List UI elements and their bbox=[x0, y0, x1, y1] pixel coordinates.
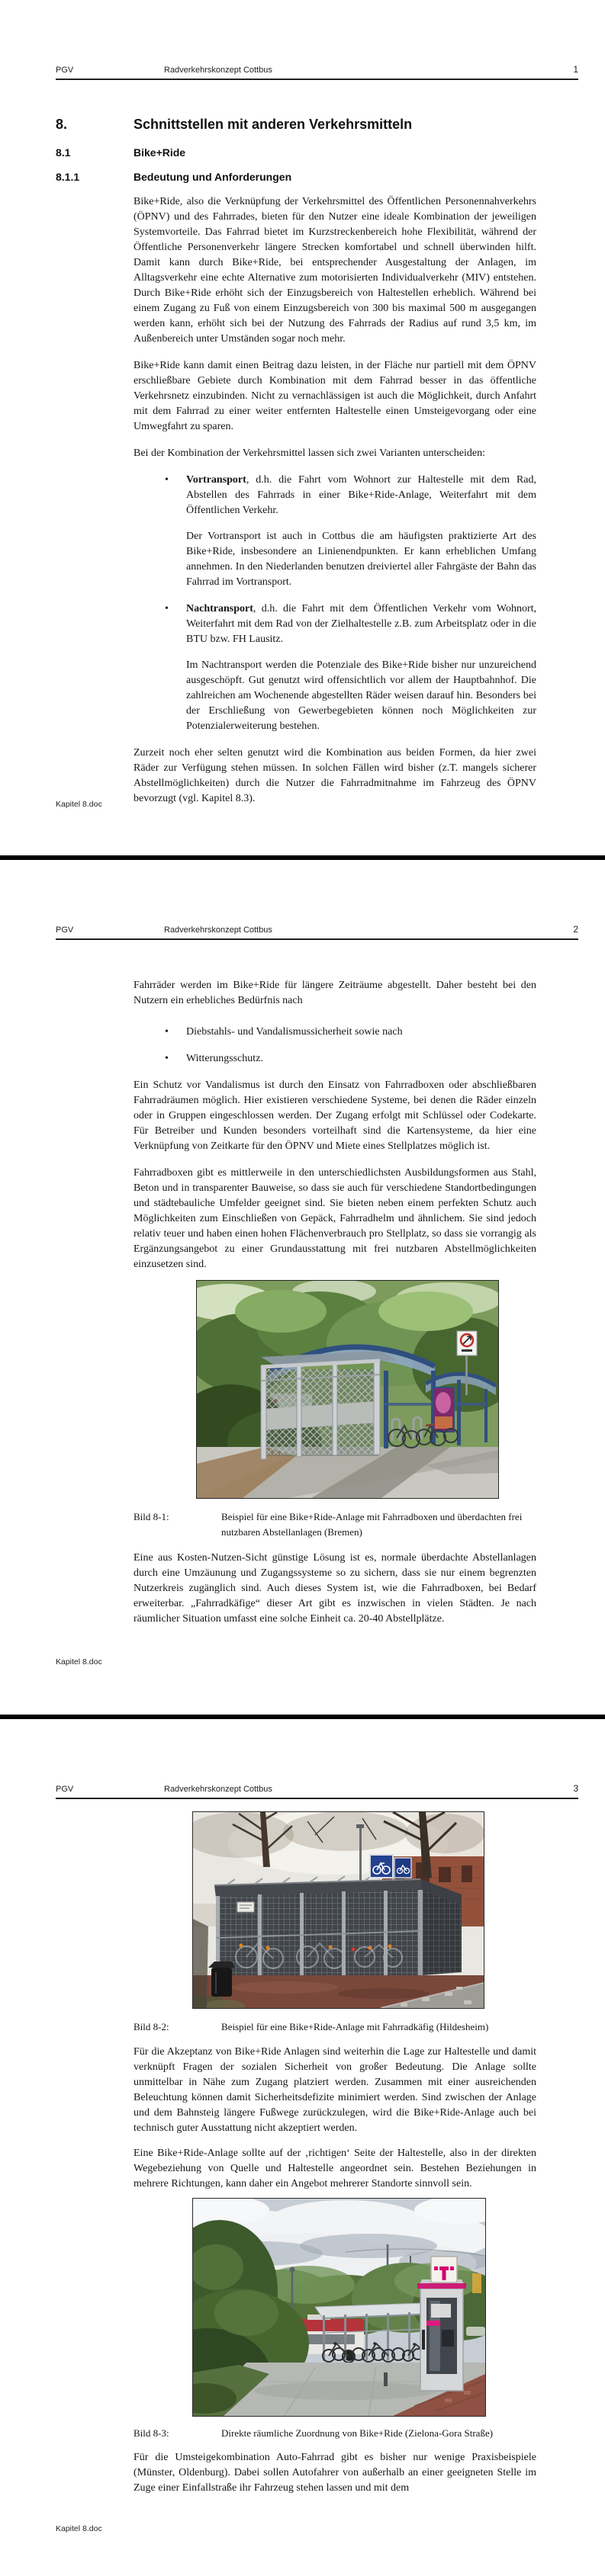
paragraph: Für die Akzeptanz von Bike+Ride Anlagen sind weiterhin die Lage zur Haltestelle und damit verknüpft Fragen der sozialen Sicherheit von großer Bedeutung. Die Anlage sollte unmittelbar in Nähe zum Zugang platziert werden. Zusammen mit einer ausreichenden Beleuchtung können damit Sicherheitsdefizite minimiert werden. Sind zwischen der Anlage und dem Bahnsteig längere Fußwege zurückzulegen, wird die Bike+Ride-Anlage auch bei technisch guter Ausstattung nicht akzeptiert werden. bbox=[134, 2046, 536, 2134]
section-heading-1 bbox=[56, 115, 536, 133]
figure-caption bbox=[134, 2426, 536, 2441]
page-number: 1 bbox=[573, 64, 578, 75]
list-item bbox=[56, 1051, 536, 1067]
bullet-sub-paragraph: Der Vortransport ist auch in Cottbus die am häufigsten praktizierte Art des Bike+Ride, insbesondere an Linienendpunkten. Er kann erheblichen Umfang annehmen. In den Niederlanden benutzen dreiviertel aller Fahrgäste der Bahn das Fahrrad im Vortransport. bbox=[186, 531, 536, 588]
header-doc-title: Radverkehrskonzept Cottbus bbox=[164, 925, 272, 935]
bullet-marker: • bbox=[165, 1026, 169, 1038]
paragraph: Bike+Ride kann damit einen Beitrag dazu leisten, in der Fläche nur partiell mit dem ÖPNV erschließbare Gebiete durch Kombination mit dem Fahrrad besser in das öffentliche Verkehrsnetz einzubinden. Nicht zu vernachlässigen ist auch die Möglichkeit, durch Anfahrt mit dem Fahrrad zu einer weiter entfernten Haltestelle einen Umsteigevorgang oder eine Umwegfahrt zu sparen. bbox=[134, 360, 536, 432]
figure-caption-text: Direkte räumliche Zuordnung von Bike+Ride (Zielona-Gora Straße) bbox=[221, 2427, 494, 2439]
heading-number: 8.1 bbox=[56, 146, 71, 159]
page-header bbox=[56, 0, 578, 80]
figure-caption-text: Beispiel für eine Bike+Ride-Anlage mit Fahrradkäfig (Hildesheim) bbox=[221, 2021, 489, 2032]
list-item bbox=[56, 1025, 536, 1040]
page-2-content bbox=[56, 978, 536, 1627]
page-header bbox=[56, 1719, 578, 1799]
paragraph: Eine Bike+Ride-Anlage sollte auf der ‚richtigen‘ Seite der Haltestelle, also in der direkten Wegebeziehung von Quelle und Haltestelle angeordnet sein. Bestehen Beziehungen in mehrere Richtungen, kann daher ein Angebot mehrerer Standorte sinnvoll sein. bbox=[134, 2148, 536, 2189]
header-author: PGV bbox=[56, 66, 74, 75]
bike-ride-bremen-photo bbox=[197, 1281, 498, 1498]
bullet-marker: • bbox=[165, 474, 169, 486]
figure-8-1-photo bbox=[196, 1280, 499, 1499]
figure-caption-label: Bild 8-1: bbox=[134, 1511, 169, 1522]
figure-8-3 bbox=[56, 2198, 536, 2441]
bullet-text: Diebstahls- und Vandalismussicherheit sowie nach bbox=[186, 1026, 403, 1038]
figure-caption bbox=[134, 2019, 536, 2035]
heading-title: Bedeutung und Anforderungen bbox=[134, 171, 292, 183]
header-author: PGV bbox=[56, 925, 74, 935]
heading-title: Schnittstellen mit anderen Verkehrsmitteln bbox=[134, 117, 413, 132]
paragraph: Bei der Kombination der Verkehrsmittel lassen sich zwei Varianten unterscheiden: bbox=[134, 448, 485, 459]
list-item bbox=[56, 473, 536, 590]
page-3 bbox=[0, 1719, 605, 2576]
figure-8-2 bbox=[56, 1811, 536, 2035]
section-heading-2 bbox=[56, 146, 536, 159]
bullet-text: Vortransport, d.h. die Fahrt vom Wohnort zur Haltestelle mit dem Rad, Abstellen des Fahrrads in einer Bike+Ride-Anlage, Weiterfahrt mit dem Öffentlichen Verkehr. bbox=[186, 474, 536, 516]
bullet-text: Witterungsschutz. bbox=[186, 1053, 263, 1064]
paragraph: Fahrräder werden im Bike+Ride für längere Zeiträume abgestellt. Daher besteht bei den Nutzern ein erhebliches Bedürfnis nach bbox=[134, 980, 536, 1006]
bullet-sub-paragraph: Im Nachtransport werden die Potenziale des Bike+Ride bisher nur unzureichend ausgeschöpft. Gut genutzt wird offensichtlich vor allem der Hauptbahnhof. Die zahlreichen am Wochenende abgestellten Räder weisen darauf hin. Besonders bei der Erschließung von Gewerbegebieten können noch Möglichkeiten zur Potenzialerweiterung bestehen. bbox=[186, 659, 536, 732]
footer-filename: Kapitel 8.doc bbox=[56, 800, 102, 809]
figure-8-1 bbox=[56, 1280, 536, 1540]
bike-cage-hildesheim-photo bbox=[193, 1812, 484, 2008]
figure-caption bbox=[134, 1509, 536, 1540]
figure-caption-label: Bild 8-2: bbox=[134, 2021, 169, 2032]
list-item bbox=[56, 601, 536, 734]
paragraph: Fahrradboxen gibt es mittlerweile in den unterschiedlichsten Ausbildungsformen aus Stahl, Beton und in transparenter Bauweise, so dass sie auch für verschiedene Standortbedingungen und städtebauliche Umfelder geeignet sind. Sie bieten neben einem perfekten Schutz auch Möglichkeiten zum Einschließen von Gepäck, Fahrradhelm und ähnlichem. Sie sind jedoch relativ teuer und haben einen hohen Flächenverbrauch pro Stellplatz, so dass sie vorrangig als Ergänzungsangebot zu einer Grundausstattung mit frei nutzbaren Abstellmöglichkeiten einzusetzen sind. bbox=[134, 1167, 536, 1270]
heading-title: Bike+Ride bbox=[134, 146, 186, 159]
page-header bbox=[56, 860, 578, 940]
paragraph: Für die Umsteigekombination Auto-Fahrrad gibt es bisher nur wenige Praxisbeispiele (Münster, Oldenburg). Dabei sollen Autofahrer von außerhalb an einer geeigneten Stelle im Zuge einer Einfallstraße ihr Fahrzeug stehen lassen und mit dem bbox=[134, 2452, 536, 2494]
page-1 bbox=[0, 0, 605, 855]
figure-caption-label: Bild 8-3: bbox=[134, 2427, 169, 2439]
paragraph: Zurzeit noch eher selten genutzt wird die Kombination aus beiden Formen, da hier zwei Räder zur Verfügung stehen müssen. In solchen Fällen wird bisher (z.T. mangels sicherer Abstellmöglichkeiten) durch die Nutzer die Fahrradmitnahme im Fahrzeug des ÖPNV bevorzugt (vgl. Kapitel 8.3). bbox=[134, 747, 536, 804]
figure-caption-text: Beispiel für eine Bike+Ride-Anlage mit Fahrradboxen und überdachten frei nutzbaren Abstellanlagen (Bremen) bbox=[221, 1511, 523, 1538]
heading-number: 8. bbox=[56, 117, 68, 132]
figure-8-2-photo bbox=[192, 1811, 484, 2009]
page-number: 2 bbox=[573, 924, 578, 935]
figure-8-3-photo bbox=[192, 2198, 486, 2417]
section-heading-3 bbox=[56, 170, 536, 184]
page-2 bbox=[0, 860, 605, 1715]
paragraph: Bike+Ride, also die Verknüpfung der Verkehrsmittel des Öffentlichen Personennahverkehrs (ÖPNV) und des Fahrrades, bieten für den Nutzer eine ideale Kombination der jeweiligen Systemvorteile. Das Fahrrad bietet im Kurzstreckenbereich hohe Flexibilität, während der Öffentliche Personenverkehr längere Strecken komfortabel und schnell überwinden hilft. Damit kann durch Bike+Ride, bei entsprechender Ausgestaltung der Anlagen, im Alltagsverkehr eine echte Alternative zum motorisierten Individualverkehr (MIV) entstehen. Durch Bike+Ride erhöht sich der Einzugsbereich von Haltestellen erheblich. Während bei einem Zugang zu Fuß von einem Einzugsbereich von 300 bis maximal 500 m ausgegangen werden kann, erhöht sich bei der Nutzung des Fahrrads der Radius auf rund 3,5 km, im Außenbereich unter Umständen sogar noch mehr. bbox=[134, 196, 536, 345]
bullet-marker: • bbox=[165, 1053, 169, 1064]
page-number: 3 bbox=[573, 1783, 578, 1794]
paragraph: Ein Schutz vor Vandalismus ist durch den Einsatz von Fahrradboxen oder abschließbaren Fahrradräumen möglich. Hier existieren verschiedene Systeme, bei denen die Räder einzeln oder in Gruppen eingeschlossen werden. Der Zugang erfolgt mit Schlüssel oder Codekarte. Für Betreiber und Kunden besonders vorteilhaft sind die Kartensysteme, da hier eine Verknüpfung von Zeitkarte für den ÖPNV und Miete eines Stellplatzes möglich ist. bbox=[134, 1079, 536, 1152]
bullet-text: Nachtransport, d.h. die Fahrt mit dem Öffentlichen Verkehr vom Wohnort, Weiterfahrt mit dem Rad von der Zielhaltestelle z.B. zum Arbeitsplatz oder in die BTU bzw. FH Lausitz. bbox=[186, 603, 536, 645]
header-doc-title: Radverkehrskonzept Cottbus bbox=[164, 66, 272, 75]
footer-filename: Kapitel 8.doc bbox=[56, 1657, 102, 1667]
heading-number: 8.1.1 bbox=[56, 171, 80, 183]
header-author: PGV bbox=[56, 1785, 74, 1794]
page-1-content bbox=[56, 115, 536, 807]
footer-filename: Kapitel 8.doc bbox=[56, 2524, 102, 2533]
page-3-content bbox=[56, 1811, 536, 2496]
bike-ride-zielona-gora-photo bbox=[193, 2199, 485, 2416]
paragraph: Eine aus Kosten-Nutzen-Sicht günstige Lösung ist es, normale überdachte Abstellanlagen durch eine Umzäunung und Zugangssysteme so zu sichern, dass sie nur einem begrenzten Nutzerkreis zugänglich sind. Auch dieses System ist, wie die Fahrradboxen, bei Bedarf erweiterbar. „Fahrradkäfige“ dieser Art gibt es inzwischen in vielen Städten. Je nach räumlicher Situation umfasst eine solche Einheit ca. 20-40 Abstellplätze. bbox=[134, 1552, 536, 1625]
header-doc-title: Radverkehrskonzept Cottbus bbox=[164, 1785, 272, 1794]
bullet-marker: • bbox=[165, 603, 169, 614]
